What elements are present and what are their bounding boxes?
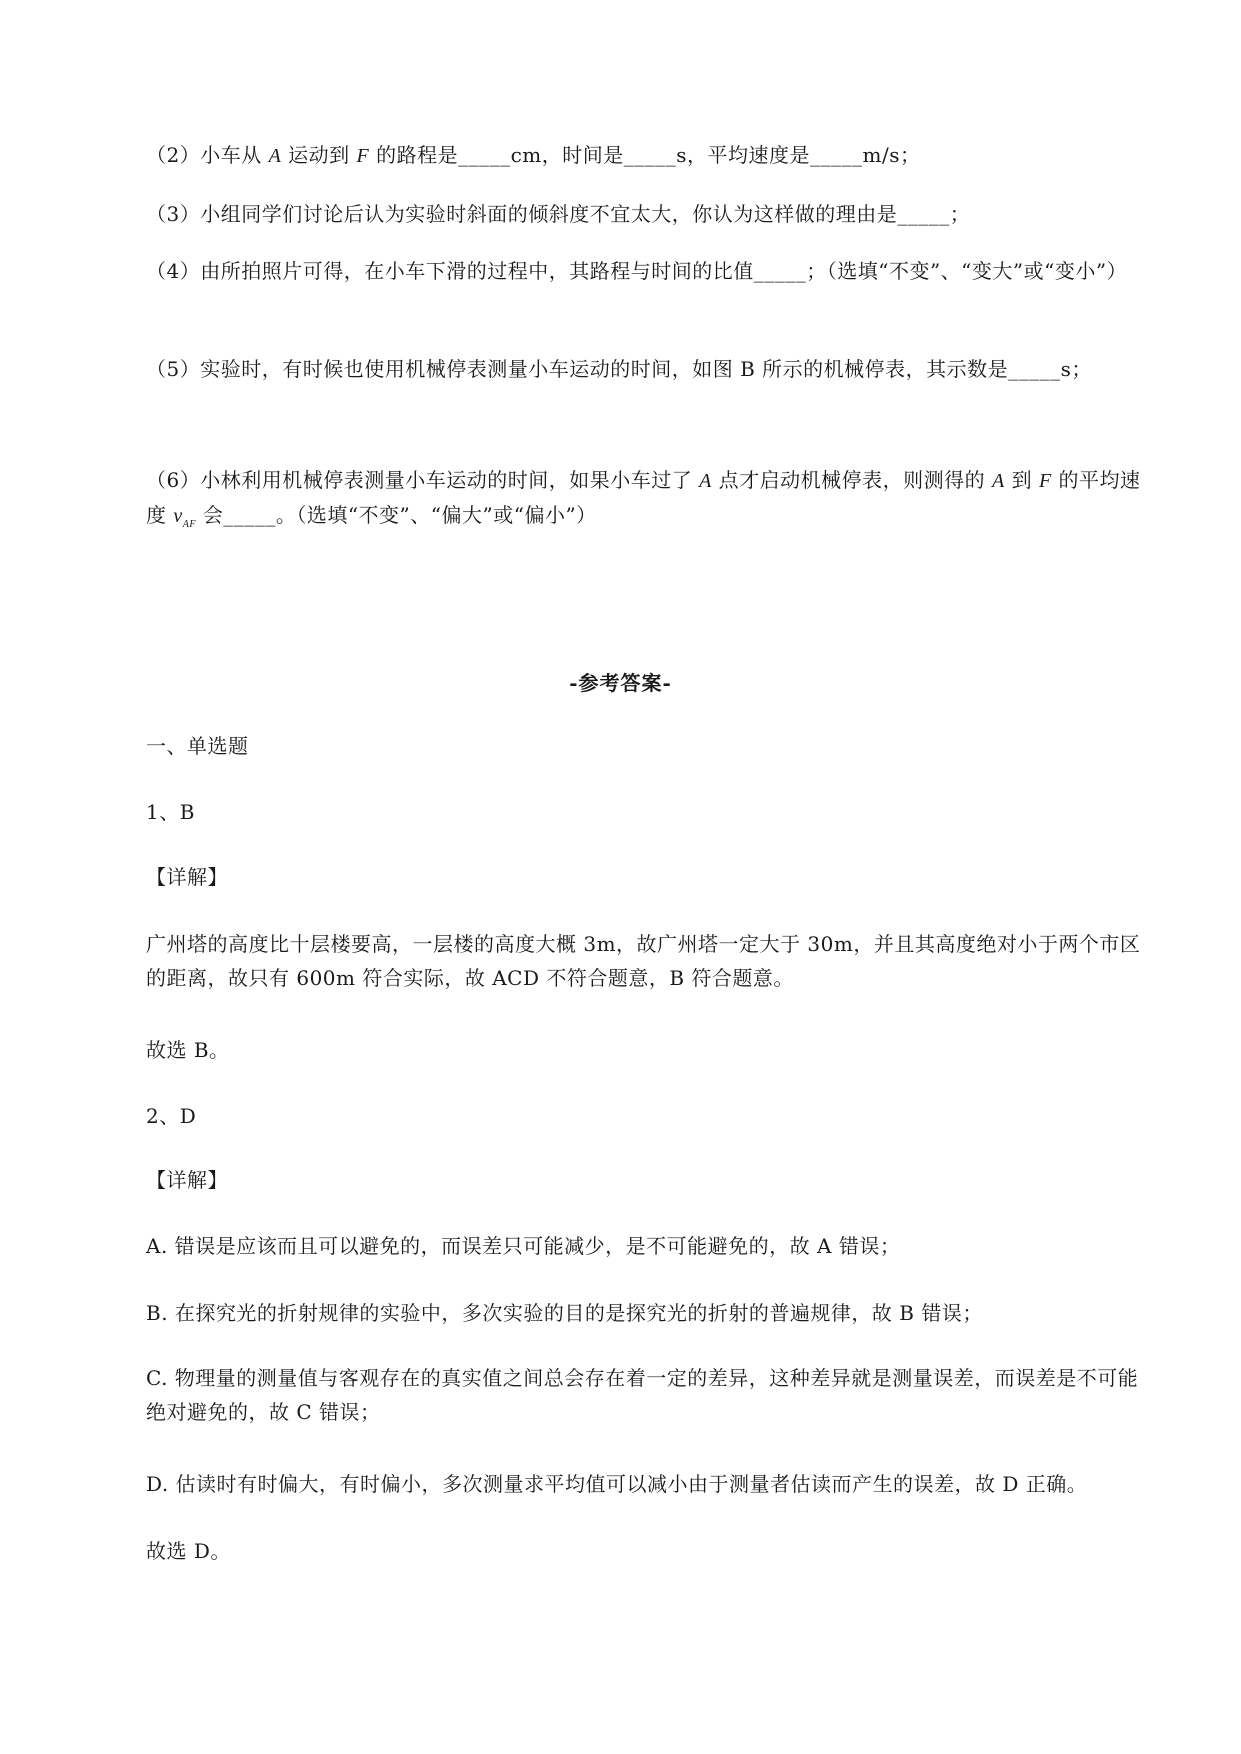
- point-a-label: A: [992, 470, 1005, 492]
- question-5: （5）实验时，有时候也使用机械停表测量小车运动的时间，如图 B 所示的机械停表，其示数是_____s；: [146, 357, 1092, 381]
- section-title: 一、单选题: [146, 734, 249, 758]
- answer-2-detail-label: 【详解】: [146, 1168, 228, 1192]
- question-6-part3: 到: [1004, 468, 1039, 492]
- velocity-symbol: v: [173, 505, 183, 527]
- point-a-label: A: [268, 145, 282, 167]
- answer-2-option-a: A. 错误是应该而且可以避免的，而误差只可能减少，是不可能避免的，故 A 错误；: [146, 1234, 901, 1258]
- answer-2-option-d: D. 估读时有时偏大，有时偏小，多次测量求平均值可以减小由于测量者估读而产生的误差，故 D 正确。: [146, 1472, 1088, 1496]
- answer-2-conclusion: 故选 D。: [146, 1539, 231, 1563]
- question-2-part2: 运动到: [281, 143, 357, 167]
- question-2-part1: （2）小车从: [146, 143, 269, 167]
- answer-2-number: 2、D: [146, 1104, 197, 1128]
- velocity-subscript: AF: [182, 519, 196, 530]
- answer-1-number: 1、B: [146, 800, 195, 824]
- question-6: [146, 463, 1156, 542]
- answer-2-option-c: C. 物理量的测量值与客观存在的真实值之间总会存在着一定的差异，这种差异就是测量误差，而误差是不可能绝对避免的，故 C 错误；: [146, 1366, 1139, 1424]
- question-6-part5: 会_____。（选填“不变”、“偏大”或“偏小”）: [195, 503, 597, 527]
- question-4: （4）由所拍照片可得，在小车下滑的过程中，其路程与时间的比值_____；（选填“不变”、“变大”或“变小”）: [146, 259, 1128, 283]
- question-6-part4: 的平均速度: [146, 468, 1141, 527]
- answer-2-option-b: B. 在探究光的折射规律的实验中，多次实验的目的是探究光的折射的普遍规律，故 B 错误；: [146, 1301, 983, 1325]
- question-6-part2: 点才启动机械停表，则测得的: [711, 468, 993, 492]
- point-a-label: A: [699, 470, 712, 492]
- question-2: [146, 138, 1156, 173]
- point-f-label: F: [1038, 470, 1052, 492]
- question-2-part3: 的路程是_____cm，时间是_____s，平均速度是_____m/s；: [369, 143, 921, 167]
- answer-1-conclusion: 故选 B。: [146, 1038, 230, 1062]
- question-3: （3）小组同学们讨论后认为实验时斜面的倾斜度不宜太大，你认为这样做的理由是_____；: [146, 202, 971, 226]
- question-6-part1: （6）小林利用机械停表测量小车运动的时间，如果小车过了: [146, 468, 700, 492]
- answers-heading: -参考答案-: [569, 671, 672, 695]
- point-f-label: F: [356, 145, 370, 167]
- answer-1-detail-label: 【详解】: [146, 865, 228, 889]
- answer-1-explanation: 广州塔的高度比十层楼要高，一层楼的高度大概 3m，故广州塔一定大于 30m，并且其高度绝对小于两个市区的距离，故只有 600m 符合实际，故 ACD 不符合题意，B 符合题意。: [146, 932, 1141, 990]
